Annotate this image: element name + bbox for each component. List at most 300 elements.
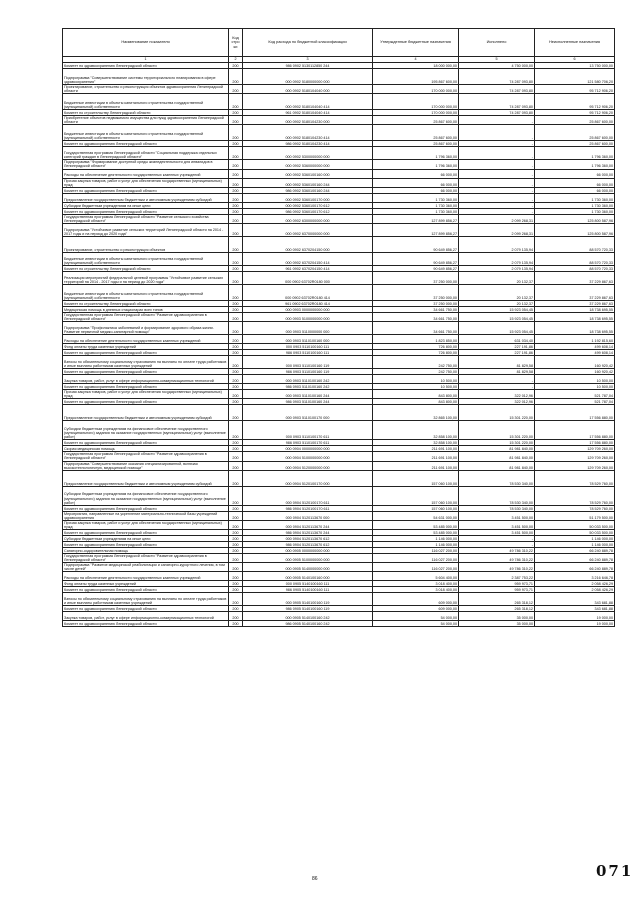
approved-cell: 54 000,00: [373, 621, 459, 627]
executed-cell: -: [459, 125, 535, 141]
unexecuted-cell: 343 681,88: [535, 606, 615, 612]
table-row: [63, 271, 615, 284]
table-row: [63, 572, 615, 581]
row-code-cell: 200: [229, 587, 243, 593]
unexecuted-cell: 95 712 906,20: [535, 110, 615, 116]
name-cell: Бюджетные инвестиции в объекты капитального строительства государственной (муниципальной) собственности: [63, 252, 229, 265]
table-row: [63, 486, 615, 505]
approved-cell: 1 823 850,00: [373, 335, 459, 344]
classification-code-cell: 986 0903 5110100160 111: [243, 350, 373, 356]
classification-code-cell: 000 0902 6370204150 000: [243, 236, 373, 252]
table-row: [63, 94, 615, 110]
name-cell: Государственная программа Ленинградской области "Развитие здравоохранения в Ленинградской области": [63, 452, 229, 461]
approved-cell: 1 730 360,00: [373, 202, 459, 208]
executed-cell: 959 973,71: [459, 581, 535, 587]
classification-code-cell: 000 0904 5120113670 000: [243, 511, 373, 520]
row-code-cell: 200: [229, 202, 243, 208]
unexecuted-cell: 18 738 695,55: [535, 312, 615, 321]
unexecuted-cell: 78 529 760,00: [535, 505, 615, 511]
name-cell: Прочая закупка товаров, работ и услуг для обеспечения государственных (муниципальных) нужд: [63, 178, 229, 187]
table-row: [63, 252, 615, 265]
row-code-cell: 200: [229, 390, 243, 399]
unexecuted-cell: 66 240 889,78: [535, 548, 615, 554]
name-cell: Субсидии бюджетным учреждениям на иные цели: [63, 202, 229, 208]
approved-cell: 1 730 360,00: [373, 208, 459, 214]
approved-cell: 34 661 750,00: [373, 306, 459, 312]
classification-code-cell: 986 0903 5110100160 244: [243, 399, 373, 405]
name-cell: Комитет по здравоохранению Ленинградской области: [63, 141, 229, 147]
classification-code-cell: 000 0902 6370000000 000: [243, 223, 373, 236]
classification-code-cell: 000 0905 5140000000 000: [243, 563, 373, 572]
executed-cell: 265 318,12: [459, 593, 535, 606]
approved-cell: 726 800,00: [373, 350, 459, 356]
executed-cell: 3 451 500,00: [459, 530, 535, 536]
classification-code-cell: 000 0904 5120113670 244: [243, 520, 373, 529]
table-row: [63, 69, 615, 85]
table-row: [63, 193, 615, 202]
executed-cell: 15 923 054,45: [459, 306, 535, 312]
row-code-cell: 200: [229, 306, 243, 312]
row-code-cell: 200: [229, 563, 243, 572]
unexecuted-cell: 66 000,00: [535, 169, 615, 178]
table-row: [63, 214, 615, 223]
executed-cell: -: [459, 542, 535, 548]
approved-cell: 195 867 600,00: [373, 69, 459, 85]
approved-cell: 242 750,00: [373, 369, 459, 375]
unexecuted-cell: 37 229 867,63: [535, 271, 615, 284]
row-code-cell: 200: [229, 252, 243, 265]
classification-code-cell: 000 0905 5140100160 242: [243, 612, 373, 621]
approved-cell: 10 500,00: [373, 384, 459, 390]
table-row: [63, 356, 615, 369]
row-code-cell: 200: [229, 187, 243, 193]
row-code-cell: 200: [229, 612, 243, 621]
row-code-cell: 200: [229, 520, 243, 529]
table-row: [63, 147, 615, 160]
executed-cell: -: [459, 116, 535, 125]
name-cell: Расходы на обеспечение деятельности государственных казенных учреждений: [63, 335, 229, 344]
row-code-cell: 200: [229, 160, 243, 169]
classification-code-cell: 986 0904 5120113670 244: [243, 530, 373, 536]
row-code-cell: 200: [229, 536, 243, 542]
name-cell: Бюджетные инвестиции в объекты капитального строительства государственной (муниципальной) собственности: [63, 94, 229, 110]
classification-code-cell: 000 0903 5110000000 000: [243, 322, 373, 335]
approved-cell: 66 000,00: [373, 187, 459, 193]
row-code-cell: 200: [229, 300, 243, 306]
name-cell: Расходы на обеспечение деятельности государственных казенных учреждений: [63, 572, 229, 581]
unexecuted-cell: 129 709 260,00: [535, 461, 615, 470]
row-code-cell: 200: [229, 470, 243, 486]
row-code-cell: 200: [229, 94, 243, 110]
executed-cell: -: [459, 147, 535, 160]
unexecuted-cell: 1 730 360,00: [535, 208, 615, 214]
approved-cell: 127 899 856,27: [373, 214, 459, 223]
unexecuted-cell: 66 240 889,78: [535, 554, 615, 563]
row-code-cell: 200: [229, 369, 243, 375]
approved-cell: 1 146 000,00: [373, 542, 459, 548]
approved-cell: 10 500,00: [373, 375, 459, 384]
table-row: [63, 405, 615, 421]
name-cell: Комитет по здравоохранению Ленинградской области: [63, 505, 229, 511]
header-unexecuted-appropriations: Неисполненные назначения: [535, 29, 615, 57]
table-row: [63, 520, 615, 529]
executed-cell: -: [459, 178, 535, 187]
header-executed: Исполнено: [459, 29, 535, 57]
unexecuted-cell: 88 570 720,33: [535, 252, 615, 265]
approved-cell: 116 027 200,00: [373, 554, 459, 563]
executed-cell: 15 301 220,00: [459, 440, 535, 446]
name-cell: Комитет по здравоохранению Ленинградской области: [63, 542, 229, 548]
executed-cell: 78 530 340,00: [459, 505, 535, 511]
row-code-cell: 200: [229, 606, 243, 612]
row-code-cell: 200: [229, 461, 243, 470]
row-code-cell: 200: [229, 548, 243, 554]
row-code-cell: 200: [229, 581, 243, 587]
name-cell: Комитет по здравоохранению Ленинградской области: [63, 350, 229, 356]
row-code-cell: 200: [229, 322, 243, 335]
executed-cell: 959 973,71: [459, 587, 535, 593]
unexecuted-cell: 78 529 760,00: [535, 486, 615, 505]
unexecuted-cell: 66 000,00: [535, 187, 615, 193]
approved-cell: 1 146 000,00: [373, 536, 459, 542]
unexecuted-cell: 25 867 600,00: [535, 116, 615, 125]
name-cell: Субсидии бюджетным учреждениям на финансовое обеспечение государственного (муниципального) задания на оказание государственных (муниципальных) услуг (выполнение работ): [63, 421, 229, 440]
row-code-cell: 200: [229, 178, 243, 187]
executed-cell: 15 301 220,00: [459, 421, 535, 440]
table-row: [63, 116, 615, 125]
name-cell: Взносы по обязательному социальному страхованию на выплаты по оплате труда работников и иные выплаты работникам казенных учреждений: [63, 593, 229, 606]
row-code-cell: 200: [229, 452, 243, 461]
row-code-cell: 200: [229, 350, 243, 356]
row-code-cell: 200: [229, 344, 243, 350]
executed-cell: 2 099 268,31: [459, 223, 535, 236]
name-cell: Предоставление государственным бюджетным и автономным учреждениям субсидий: [63, 193, 229, 202]
approved-cell: 32 865 100,00: [373, 405, 459, 421]
classification-code-cell: 000 0902 63702R0180 000: [243, 271, 373, 284]
classification-code-cell: 000 0902 5360100170 612: [243, 202, 373, 208]
classification-code-cell: 000 0904 0000000000 000: [243, 446, 373, 452]
approved-cell: 3 018 400,00: [373, 581, 459, 587]
executed-cell: 2 099 268,31: [459, 214, 535, 223]
executed-cell: 35 000,00: [459, 621, 535, 627]
row-code-cell: 200: [229, 572, 243, 581]
approved-cell: 170 000 000,00: [373, 85, 459, 94]
classification-code-cell: 000 0904 5120100170 000: [243, 470, 373, 486]
classification-code-cell: 000 0905 5100000000 000: [243, 554, 373, 563]
row-code-cell: 200: [229, 356, 243, 369]
row-code-cell: 200: [229, 147, 243, 160]
header-row-code: Код стро ки: [229, 29, 243, 57]
table-row: [63, 375, 615, 384]
table-row: [63, 284, 615, 300]
executed-cell: 78 530 340,00: [459, 486, 535, 505]
column-number: 3: [243, 57, 373, 63]
row-code-cell: 200: [229, 125, 243, 141]
name-cell: Комитет по здравоохранению Ленинградской области: [63, 530, 229, 536]
name-cell: Фонд оплаты труда казенных учреждений: [63, 581, 229, 587]
executed-cell: 74 287 093,80: [459, 94, 535, 110]
executed-cell: -: [459, 141, 535, 147]
name-cell: Взносы по обязательному социальному страхованию на выплаты по оплате труда работников и иные выплаты работникам казенных учреждений: [63, 356, 229, 369]
name-cell: Субсидии бюджетным учреждениям на финансовое обеспечение государственного (муниципального) задания на оказание государственных (муниципальных) услуг (выполнение работ): [63, 486, 229, 505]
approved-cell: 5 604 400,00: [373, 572, 459, 581]
row-code-cell: 200: [229, 384, 243, 390]
approved-cell: 211 691 100,00: [373, 452, 459, 461]
executed-cell: -: [459, 193, 535, 202]
name-cell: Государственная программа Ленинградской области "Социальная поддержка отдельных категорий граждан в Ленинградской области": [63, 147, 229, 160]
row-code-cell: 200: [229, 208, 243, 214]
classification-code-cell: 986 0905 5140100160 242: [243, 621, 373, 627]
name-cell: Комитет по здравоохранению Ленинградской области: [63, 369, 229, 375]
classification-code-cell: 961 0902 6370204150 414: [243, 265, 373, 271]
budget-report-sheet: [62, 28, 614, 627]
name-cell: Медицинская помощь в дневных стационарах всех типов: [63, 306, 229, 312]
unexecuted-cell: 25 867 600,00: [535, 125, 615, 141]
header-approved-appropriations: Утвержденные бюджетные назначения: [373, 29, 459, 57]
unexecuted-cell: 66 000,00: [535, 178, 615, 187]
unexecuted-cell: 125 800 587,96: [535, 223, 615, 236]
name-cell: Проектирование, строительство и реконструкция объектов: [63, 236, 229, 252]
executed-cell: 49 786 310,22: [459, 548, 535, 554]
executed-cell: -: [459, 202, 535, 208]
classification-code-cell: 986 0902 5360100160 244: [243, 187, 373, 193]
executed-cell: 265 318,12: [459, 606, 535, 612]
classification-code-cell: 000 0902 5180104230 000: [243, 116, 373, 125]
unexecuted-cell: 10 500,00: [535, 375, 615, 384]
row-code-cell: 200: [229, 530, 243, 536]
column-number: 1: [63, 57, 229, 63]
approved-cell: 66 000,00: [373, 178, 459, 187]
name-cell: Подпрограмма "Профилактика заболеваний и формирование здорового образа жизни. Развитие первичной медико-санитарной помощи": [63, 322, 229, 335]
table-row: [63, 125, 615, 141]
executed-cell: 78 530 340,00: [459, 470, 535, 486]
approved-cell: 116 027 200,00: [373, 563, 459, 572]
unexecuted-cell: 66 240 889,78: [535, 563, 615, 572]
unexecuted-cell: 18 738 695,55: [535, 306, 615, 312]
row-code-cell: 200: [229, 505, 243, 511]
name-cell: Подпрограмма "Совершенствование оказания специализированной, включая высокотехнологичную, медицинской помощи": [63, 461, 229, 470]
unexecuted-cell: 50 033 500,00: [535, 520, 615, 529]
executed-cell: -: [459, 384, 535, 390]
classification-code-cell: 000 0903 5110100160 000: [243, 335, 373, 344]
row-code-cell: 200: [229, 265, 243, 271]
classification-code-cell: 000 0905 5140100160 000: [243, 572, 373, 581]
header-name: Наименование показателя: [63, 29, 229, 57]
approved-cell: 90 649 856,27: [373, 236, 459, 252]
unexecuted-cell: 25 867 600,00: [535, 141, 615, 147]
classification-code-cell: 000 0903 5110100160 242: [243, 375, 373, 384]
table-row: [63, 452, 615, 461]
row-code-cell: 200: [229, 335, 243, 344]
unexecuted-cell: 19 000,00: [535, 621, 615, 627]
row-code-cell: 200: [229, 593, 243, 606]
name-cell: Государственная программа Ленинградской области "Развитие здравоохранения в Ленинградской области": [63, 554, 229, 563]
unexecuted-cell: 50 033 500,00: [535, 530, 615, 536]
row-code-cell: 200: [229, 312, 243, 321]
column-number: 2: [229, 57, 243, 63]
executed-cell: -: [459, 169, 535, 178]
unexecuted-cell: 19 000,00: [535, 612, 615, 621]
unexecuted-cell: 499 608,14: [535, 344, 615, 350]
table-row: [63, 470, 615, 486]
executed-cell: -: [459, 375, 535, 384]
unexecuted-cell: 129 709 260,00: [535, 452, 615, 461]
name-cell: Подпрограмма "Развитие медицинской реабилитации и санаторно-курортного лечения, в том числе детей": [63, 563, 229, 572]
row-code-cell: 200: [229, 214, 243, 223]
table-row: [63, 160, 615, 169]
table-row: [63, 390, 615, 399]
table-row: [63, 563, 615, 572]
executed-cell: 15 923 054,45: [459, 322, 535, 335]
classification-code-cell: 961 0902 63702R0180 414: [243, 300, 373, 306]
approved-cell: 1 730 360,00: [373, 193, 459, 202]
classification-code-cell: 000 0905 5140100160 119: [243, 593, 373, 606]
table-row: [63, 612, 615, 621]
classification-code-cell: 000 0902 5360100160 244: [243, 178, 373, 187]
classification-code-cell: 000 0903 5110100170 000: [243, 405, 373, 421]
header-budget-classification-code: Код расхода по бюджетной классификации: [243, 29, 373, 57]
classification-code-cell: 000 0904 5120113670 612: [243, 536, 373, 542]
approved-cell: 54 631 000,00: [373, 511, 459, 520]
page-number: 86: [312, 876, 318, 882]
table-row: [63, 312, 615, 321]
row-code-cell: 200: [229, 236, 243, 252]
approved-cell: 843 800,00: [373, 390, 459, 399]
classification-code-cell: 000 0902 63702R0180 414: [243, 284, 373, 300]
row-code-cell: 200: [229, 116, 243, 125]
table-body: [63, 63, 615, 627]
approved-cell: 170 000 000,00: [373, 94, 459, 110]
executed-cell: 322 012,96: [459, 390, 535, 399]
approved-cell: 37 250 000,00: [373, 284, 459, 300]
name-cell: Подпрограмма "Совершенствование системы территориального планирования в сфере здравоохранения": [63, 69, 229, 85]
name-cell: Подпрограмма "Устойчивое развитие сельских территорий Ленинградской области на 2014 - 2017 годы и на период до 2020 года": [63, 223, 229, 236]
classification-code-cell: 986 0905 5140100160 119: [243, 606, 373, 612]
row-code-cell: 200: [229, 511, 243, 520]
approved-cell: 32 858 100,00: [373, 440, 459, 446]
executed-cell: 74 287 093,80: [459, 85, 535, 94]
executed-cell: 322 012,96: [459, 399, 535, 405]
classification-code-cell: 986 0903 5110100160 119: [243, 369, 373, 375]
approved-cell: 157 060 100,00: [373, 505, 459, 511]
name-cell: Субсидии бюджетным учреждениям на иные цели: [63, 536, 229, 542]
executed-cell: 227 191,86: [459, 344, 535, 350]
row-code-cell: 200: [229, 399, 243, 405]
approved-cell: 843 800,00: [373, 399, 459, 405]
name-cell: Государственная программа Ленинградской области "Развитие сельского хозяйства Ленинградской области": [63, 214, 229, 223]
executed-cell: -: [459, 160, 535, 169]
classification-code-cell: 000 0902 5180104040 414: [243, 94, 373, 110]
classification-code-cell: 000 0902 5360100170 000: [243, 193, 373, 202]
name-cell: Комитет по здравоохранению Ленинградской области: [63, 399, 229, 405]
approved-cell: 1 796 360,00: [373, 160, 459, 169]
unexecuted-cell: 1 730 360,00: [535, 193, 615, 202]
unexecuted-cell: 1 796 360,00: [535, 160, 615, 169]
approved-cell: 53 485 000,00: [373, 530, 459, 536]
table-row: [63, 322, 615, 335]
classification-code-cell: 000 0902 6300000000 000: [243, 214, 373, 223]
unexecuted-cell: 17 556 880,00: [535, 421, 615, 440]
unexecuted-cell: 95 712 906,20: [535, 85, 615, 94]
classification-code-cell: 986 0902 5130112850 244: [243, 63, 373, 69]
approved-cell: 170 000 000,00: [373, 110, 459, 116]
table-header-row: [63, 29, 615, 57]
approved-cell: 211 691 100,00: [373, 446, 459, 452]
executed-cell: -: [459, 187, 535, 193]
row-code-cell: 200: [229, 193, 243, 202]
table-row: [63, 593, 615, 606]
table-row: [63, 236, 615, 252]
classification-code-cell: 000 0903 5110100160 111: [243, 344, 373, 350]
name-cell: Комитет по строительству Ленинградской области: [63, 110, 229, 116]
unexecuted-cell: 13 750 000,00: [535, 63, 615, 69]
executed-cell: 81 981 840,00: [459, 461, 535, 470]
executed-cell: 3 451 500,00: [459, 520, 535, 529]
executed-cell: 20 132,37: [459, 271, 535, 284]
column-number: 4: [373, 57, 459, 63]
table-row: [63, 335, 615, 344]
classification-code-cell: 000 0903 5110100170 611: [243, 421, 373, 440]
executed-cell: 2 079 135,94: [459, 265, 535, 271]
table-row: [63, 554, 615, 563]
row-code-cell: 200: [229, 284, 243, 300]
unexecuted-cell: 1 146 000,00: [535, 542, 615, 548]
approved-cell: 609 000,00: [373, 606, 459, 612]
executed-cell: 3 451 500,00: [459, 511, 535, 520]
executed-cell: 2 387 753,22: [459, 572, 535, 581]
approved-cell: 90 649 856,27: [373, 265, 459, 271]
executed-cell: 81 981 840,00: [459, 446, 535, 452]
name-cell: Скорая медицинская помощь: [63, 446, 229, 452]
approved-cell: 18 000 000,00: [373, 63, 459, 69]
executed-cell: 15 923 054,45: [459, 312, 535, 321]
executed-cell: -: [459, 208, 535, 214]
approved-cell: 37 250 000,00: [373, 300, 459, 306]
approved-cell: 3 018 400,00: [373, 587, 459, 593]
unexecuted-cell: 17 556 880,00: [535, 440, 615, 446]
approved-cell: 157 060 100,00: [373, 486, 459, 505]
table-row: [63, 461, 615, 470]
unexecuted-cell: 88 570 720,33: [535, 265, 615, 271]
classification-code-cell: 986 0902 5360100170 612: [243, 208, 373, 214]
unexecuted-cell: 1 796 360,00: [535, 147, 615, 160]
approved-cell: 157 060 100,00: [373, 470, 459, 486]
row-code-cell: 200: [229, 69, 243, 85]
executed-cell: 35 000,00: [459, 612, 535, 621]
approved-cell: 25 867 600,00: [373, 125, 459, 141]
classification-code-cell: 000 0902 5360100160 000: [243, 169, 373, 178]
row-code-cell: 200: [229, 85, 243, 94]
approved-cell: 37 250 000,00: [373, 271, 459, 284]
approved-cell: 116 027 200,00: [373, 548, 459, 554]
name-cell: Комитет по здравоохранению Ленинградской области: [63, 187, 229, 193]
classification-code-cell: 000 0903 5110100160 119: [243, 356, 373, 369]
executed-cell: 631 034,40: [459, 335, 535, 344]
approved-cell: 242 750,00: [373, 356, 459, 369]
handwritten-sheet-number: 071: [596, 862, 634, 880]
unexecuted-cell: 88 570 720,33: [535, 236, 615, 252]
classification-code-cell: 000 0902 5180104040 000: [243, 85, 373, 94]
name-cell: Прочая закупка товаров, работ и услуг для обеспечения государственных (муниципальных) нужд: [63, 520, 229, 529]
row-code-cell: 200: [229, 110, 243, 116]
unexecuted-cell: 499 608,14: [535, 350, 615, 356]
executed-cell: 74 287 093,80: [459, 69, 535, 85]
row-code-cell: 200: [229, 405, 243, 421]
approved-cell: 54 000,00: [373, 612, 459, 621]
unexecuted-cell: 18 738 695,55: [535, 322, 615, 335]
classification-code-cell: 000 0903 5100000000 000: [243, 312, 373, 321]
name-cell: Бюджетные инвестиции в объекты капитального строительства государственной (муниципальной) собственности: [63, 125, 229, 141]
